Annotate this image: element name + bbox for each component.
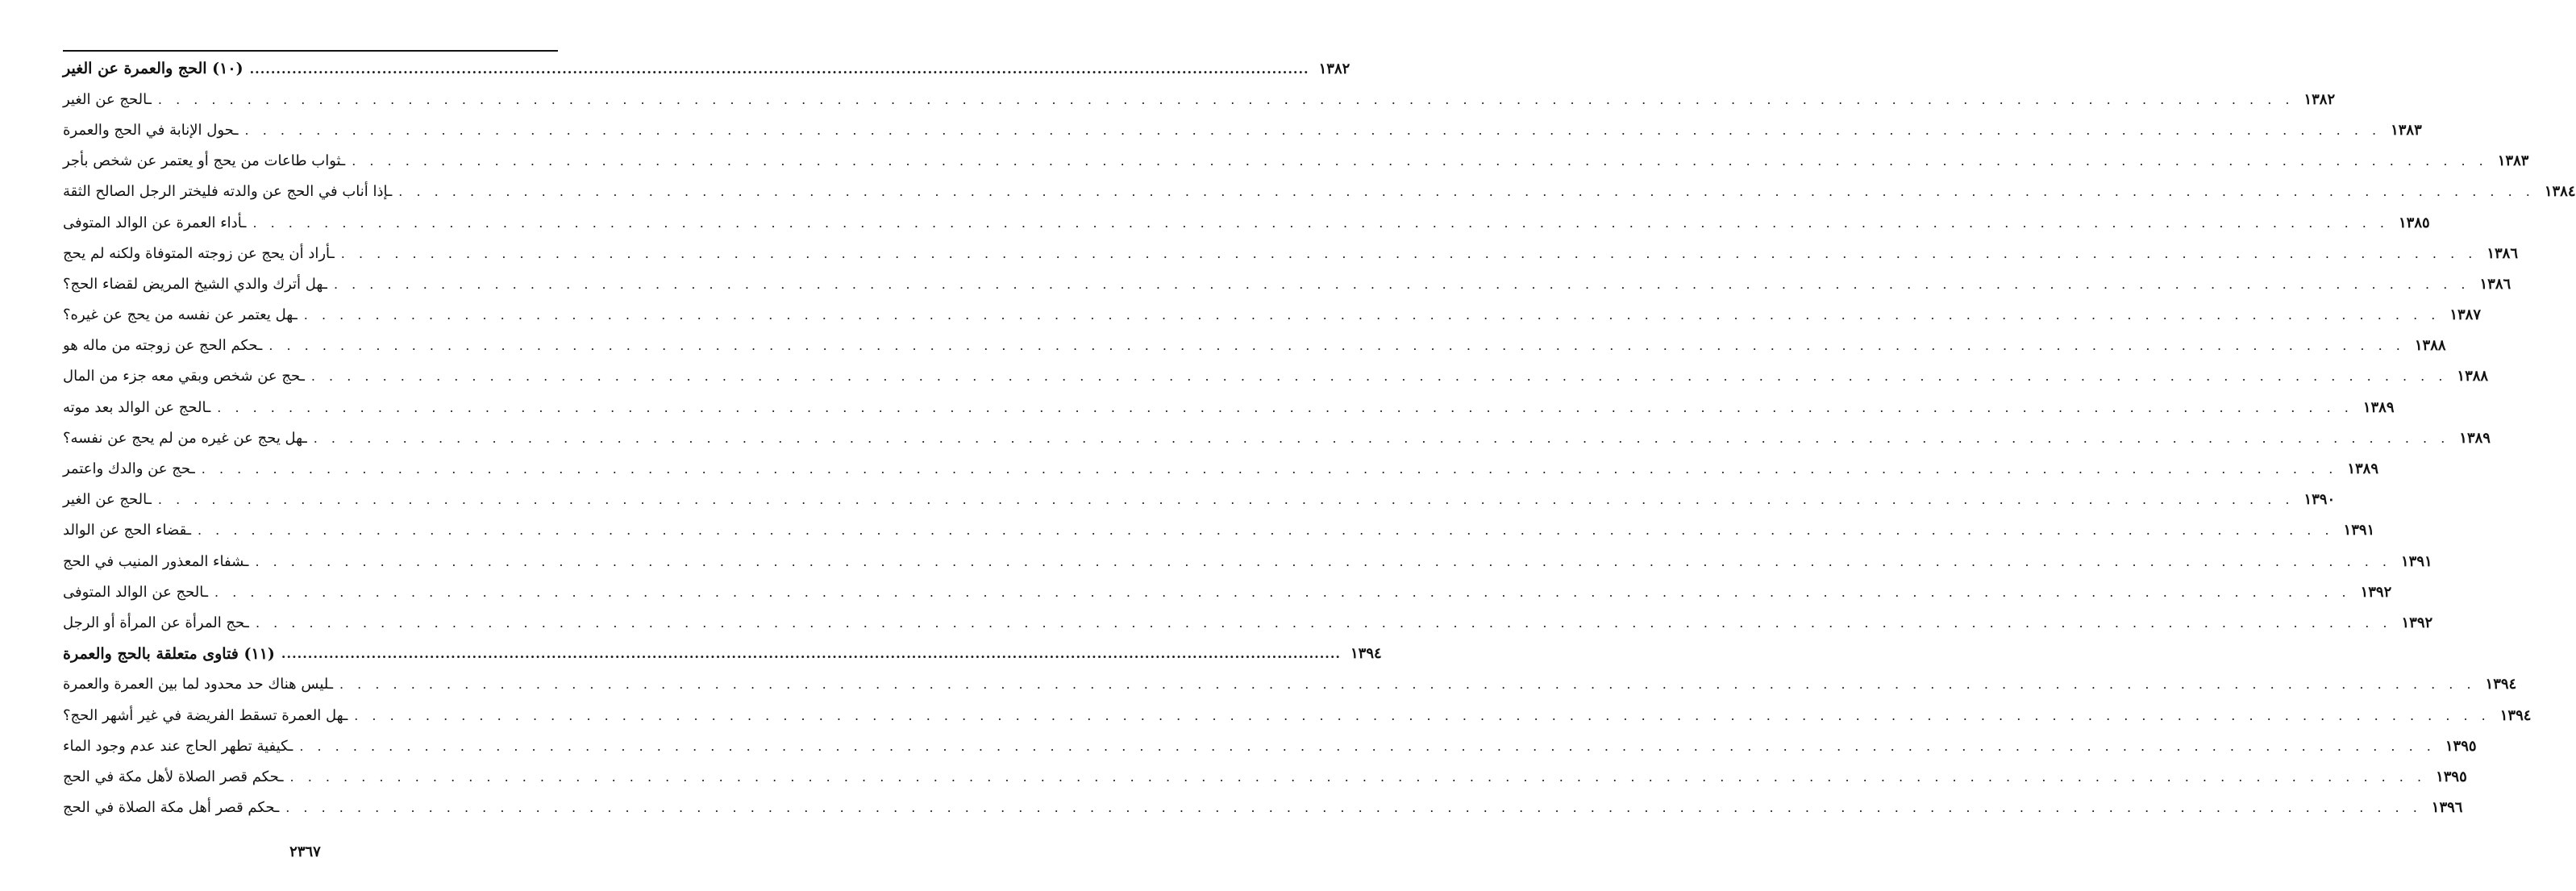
toc-entry: [63, 207, 2430, 238]
toc-entry-title: ـكيفية تطهر الحاج عند عدم وجود الماء: [63, 737, 293, 755]
toc-entry-title: ـالحج عن الوالد بعد موته: [63, 398, 211, 416]
toc-entry-page: ١٣٨٦: [2479, 275, 2511, 293]
toc-entry: [63, 269, 2511, 299]
toc-entry-page: ١٣٩٦: [2431, 799, 2463, 817]
toc-entry: [63, 607, 2433, 638]
dot-leader: . . . . . . . . . . . . . . . . . . . . . . . . . . . . . . . . . . . . . . . . . . . . . . . . . . . . . . . . . . . . . . . . . . . . . . . . . . . . . . . . . . . . . . . . . . . . . . . . . . . . . . . . . . . . . . . . . . . . . . . .: [310, 368, 2448, 385]
dot-leader: . . . . . . . . . . . . . . . . . . . . . . . . . . . . . . . . . . . . . . . . . . . . . . . . . . . . . . . . . . . . . . . . . . . . . . . . . . . . . . . . . . . . . . . . . . . . . . . . . . . . . . . . . . . . . . . . . . . . . . . .: [255, 614, 2392, 631]
toc-entry-page: ١٣٨٦: [2487, 244, 2519, 262]
toc-entry-page: ١٣٨٩: [2347, 460, 2379, 478]
dot-leader: . . . . . . . . . . . . . . . . . . . . . . . . . . . . . . . . . . . . . . . . . . . . . . . . . . . . . . . . . . . . . . . . . . . . . . . . . . . . . . . . . . . . . . . . . . . . . . . . . . . . . . . . . . . . . . . . . . . . . . . .: [255, 553, 2391, 569]
toc-entry-page: ١٣٨٩: [2362, 398, 2395, 416]
dot-leader: . . . . . . . . . . . . . . . . . . . . . . . . . . . . . . . . . . . . . . . . . . . . . . . . . . . . . . . . . . . . . . . . . . . . . . . . . . . . . . . . . . . . . . . . . . . . . . . . . . . . . . . . . . . . . . . . . . . . . . . .: [289, 768, 2427, 785]
dot-leader: . . . . . . . . . . . . . . . . . . . . . . . . . . . . . . . . . . . . . . . . . . . . . . . . . . . . . . . . . . . . . . . . . . . . . . . . . . . . . . . . . . . . . . . . . . . . . . . . . . . . . . . . . . . . . . . . . . . . . . . .: [354, 707, 2491, 723]
dot-leader: . . . . . . . . . . . . . . . . . . . . . . . . . . . . . . . . . . . . . . . . . . . . . . . . . . . . . . . . . . . . . . . . . . . . . . . . . . . . . . . . . . . . . . . . . . . . . . . . . . . . . . . . . . . . . . . . . . . . . . . .: [299, 738, 2436, 754]
toc-entry: [63, 423, 2491, 453]
top-rule: [63, 50, 558, 52]
dot-leader: . . . . . . . . . . . . . . . . . . . . . . . . . . . . . . . . . . . . . . . . . . . . . . . . . . . . . . . . . . . . . . . . . . . . . . . . . . . . . . . . . . . . . . . . . . . . . . . . . . . . . . . . . . . . . . . . . . . . . . . .: [339, 677, 2476, 693]
toc-entry: [63, 793, 2463, 823]
toc-entry-title: ـشفاء المعذور المنيب في الحج: [63, 552, 249, 570]
toc-entry-title: ـقضاء الحج عن الوالد: [63, 522, 191, 539]
toc-entry: [63, 361, 2489, 392]
toc-entry-page: ١٣٨٢: [1318, 60, 1350, 77]
toc-entry-page: ١٣٨٣: [2391, 121, 2422, 139]
dot-leader: . . . . . . . . . . . . . . . . . . . . . . . . . . . . . . . . . . . . . . . . . . . . . . . . . . . . . . . . . . . . . . . . . . . . . . . . . . . . . . . . . . . . . . . . . . . . . . . . . . . . . . . . . . . . . . . . . . . . . . . .: [157, 91, 2295, 107]
dot-leader: . . . . . . . . . . . . . . . . . . . . . . . . . . . . . . . . . . . . . . . . . . . . . . . . . . . . . . . . . . . . . . . . . . . . . . . . . . . . . . . . . . . . . . . . . . . . . . . . . . . . . . . . . . . . . . . . . . . . . . . .: [352, 153, 2488, 169]
toc-entry-page: ١٣٨٢: [2303, 90, 2336, 108]
toc-entry-page: ١٣٩٤: [1350, 645, 1382, 663]
toc-entry-title: ـأراد أن يحج عن زوجته المتوفاة ولكنه لم يحج: [63, 244, 335, 262]
toc-entry-title: ـحج المرأة عن المرأة أو الرجل: [63, 614, 249, 631]
toc-entry-title: ـحج عن والدك واعتمر: [63, 460, 195, 478]
toc-entry: [63, 731, 2477, 761]
toc-entry-title: ـأداء العمرة عن الوالد المتوفى: [63, 214, 247, 231]
toc-entry-page: ١٣٩٤: [2485, 676, 2517, 693]
toc-entry-page: ١٣٩٥: [2445, 737, 2477, 755]
toc-entry-page: ١٣٩٠: [2303, 491, 2336, 509]
dot-leader: . . . . . . . . . . . . . . . . . . . . . . . . . . . . . . . . . . . . . . . . . . . . . . . . . . . . . . . . . . . . . . . . . . . . . . . . . . . . . . . . . . . . . . . . . . . . . . . . . . . . . . . . . . . . . . . . . . . . . . . .: [340, 245, 2478, 261]
toc-entry: [63, 238, 2519, 269]
toc-entry-page: ١٣٨٣: [2497, 152, 2529, 170]
toc-entry-title: ـحج عن شخص وبقي معه جزء من المال: [63, 368, 305, 385]
dot-leader: ........................................................................................................................................................................................................: [281, 646, 1341, 662]
toc-entry: [63, 700, 2532, 731]
toc-entry-page: ١٣٩٢: [2401, 614, 2433, 631]
toc-entry-page: ١٣٨٧: [2449, 306, 2481, 324]
dot-leader: . . . . . . . . . . . . . . . . . . . . . . . . . . . . . . . . . . . . . . . . . . . . . . . . . . . . . . . . . . . . . . . . . . . . . . . . . . . . . . . . . . . . . . . . . . . . . . . . . . . . . . . . . . . . . . . . . . . . . . . .: [201, 461, 2338, 477]
dot-leader: . . . . . . . . . . . . . . . . . . . . . . . . . . . . . . . . . . . . . . . . . . . . . . . . . . . . . . . . . . . . . . . . . . . . . . . . . . . . . . . . . . . . . . . . . . . . . . . . . . . . . . . . . . . . . . . . . . . . . . . .: [268, 338, 2405, 354]
toc-entry-title: (١١) فتاوى متعلقة بالحج والعمرة: [63, 644, 275, 663]
toc-entry: [63, 485, 2336, 515]
toc-entry-page: ١٣٨٨: [2414, 337, 2446, 355]
toc-entry-title: ـثواب طاعات من يحج أو يعتمر عن شخص بأجر: [63, 152, 346, 170]
toc-entry-page: ١٣٨٥: [2399, 214, 2430, 231]
dot-leader: . . . . . . . . . . . . . . . . . . . . . . . . . . . . . . . . . . . . . . . . . . . . . . . . . . . . . . . . . . . . . . . . . . . . . . . . . . . . . . . . . . . . . . . . . . . . . . . . . . . . . . . . . . . . . . . . . . . . . . . .: [214, 584, 2351, 600]
dot-leader: ........................................................................................................................................................................................................: [249, 60, 1309, 77]
toc-entry-page: ١٣٩١: [2401, 552, 2432, 570]
toc-entry: [63, 177, 2576, 207]
toc-entry: [63, 761, 2467, 792]
toc-entry-page: ١٣٩٥: [2436, 768, 2467, 785]
table-of-contents: [63, 53, 2576, 823]
toc-entry-page: ١٣٨٤: [2544, 183, 2576, 201]
toc-entry-title: ـالحج عن الغير: [63, 90, 152, 108]
dot-leader: . . . . . . . . . . . . . . . . . . . . . . . . . . . . . . . . . . . . . . . . . . . . . . . . . . . . . . . . . . . . . . . . . . . . . . . . . . . . . . . . . . . . . . . . . . . . . . . . . . . . . . . . . . . . . . . . . . . . . . . .: [244, 122, 2382, 138]
toc-entry-title: ـحكم الحج عن زوجته من ماله هو: [63, 337, 263, 355]
toc-entry-page: ١٣٩١: [2343, 522, 2375, 539]
dot-leader: . . . . . . . . . . . . . . . . . . . . . . . . . . . . . . . . . . . . . . . . . . . . . . . . . . . . . . . . . . . . . . . . . . . . . . . . . . . . . . . . . . . . . . . . . . . . . . . . . . . . . . . . . . . . . . . . . . . . . . . .: [313, 430, 2450, 446]
toc-entry: [63, 331, 2446, 361]
toc-entry: [63, 577, 2392, 607]
toc-entry: [63, 300, 2481, 331]
toc-entry-title: ـهل العمرة تسقط الفريضة في غير أشهر الحج؟: [63, 706, 348, 724]
toc-entry-title: (١٠) الحج والعمرة عن الغير: [63, 60, 243, 78]
toc-entry-title: ـهل أترك والدي الشيخ المريض لقضاء الحج؟: [63, 275, 327, 293]
toc-entry: [63, 392, 2395, 423]
toc-entry-page: ١٣٩٢: [2360, 583, 2392, 601]
toc-entry: [63, 515, 2375, 546]
dot-leader: . . . . . . . . . . . . . . . . . . . . . . . . . . . . . . . . . . . . . . . . . . . . . . . . . . . . . . . . . . . . . . . . . . . . . . . . . . . . . . . . . . . . . . . . . . . . . . . . . . . . . . . . . . . . . . . . . . . . . . . .: [333, 276, 2470, 292]
page-number: ٢٣٦٧: [289, 843, 321, 860]
dot-leader: . . . . . . . . . . . . . . . . . . . . . . . . . . . . . . . . . . . . . . . . . . . . . . . . . . . . . . . . . . . . . . . . . . . . . . . . . . . . . . . . . . . . . . . . . . . . . . . . . . . . . . . . . . . . . . . . . . . . . . . .: [285, 800, 2422, 816]
toc-entry: [63, 546, 2432, 577]
toc-entry-title: ـالحج عن الغير: [63, 491, 152, 509]
toc-entry-title: ـحكم قصر أهل مكة الصلاة في الحج: [63, 799, 280, 817]
toc-entry-title: ـهل يحج عن غيره من لم يحج عن نفسه؟: [63, 429, 307, 447]
toc-section-heading: [63, 639, 1382, 669]
toc-entry-title: ـليس هناك حد محدود لما بين العمرة والعمرة: [63, 676, 333, 693]
toc-entry-page: ١٣٨٨: [2457, 368, 2489, 385]
toc-section-heading: [63, 53, 1350, 84]
toc-entry-page: ١٣٨٩: [2459, 429, 2491, 447]
dot-leader: . . . . . . . . . . . . . . . . . . . . . . . . . . . . . . . . . . . . . . . . . . . . . . . . . . . . . . . . . . . . . . . . . . . . . . . . . . . . . . . . . . . . . . . . . . . . . . . . . . . . . . . . . . . . . . . . . . . . . . . .: [252, 214, 2389, 231]
toc-entry-title: ـحكم قصر الصلاة لأهل مكة في الحج: [63, 768, 284, 785]
toc-entry: [63, 453, 2379, 484]
toc-entry: [63, 114, 2422, 145]
toc-entry-title: ـهل يعتمر عن نفسه من يحج عن غيره؟: [63, 306, 298, 324]
toc-entry: [63, 84, 2336, 114]
toc-entry-title: ـالحج عن الوالد المتوفى: [63, 583, 209, 601]
toc-entry-title: ـإذا أناب في الحج عن والدته فليختر الرجل الصالح الثقة: [63, 183, 393, 201]
dot-leader: . . . . . . . . . . . . . . . . . . . . . . . . . . . . . . . . . . . . . . . . . . . . . . . . . . . . . . . . . . . . . . . . . . . . . . . . . . . . . . . . . . . . . . . . . . . . . . . . . . . . . . . . . . . . . . . . . . . . . . . .: [157, 492, 2295, 508]
toc-entry: [63, 669, 2517, 700]
dot-leader: . . . . . . . . . . . . . . . . . . . . . . . . . . . . . . . . . . . . . . . . . . . . . . . . . . . . . . . . . . . . . . . . . . . . . . . . . . . . . . . . . . . . . . . . . . . . . . . . . . . . . . . . . . . . . . . . . . . . . . . .: [198, 523, 2334, 539]
dot-leader: . . . . . . . . . . . . . . . . . . . . . . . . . . . . . . . . . . . . . . . . . . . . . . . . . . . . . . . . . . . . . . . . . . . . . . . . . . . . . . . . . . . . . . . . . . . . . . . . . . . . . . . . . . . . . . . . . . . . . . . .: [217, 399, 2353, 415]
toc-entry: [63, 146, 2529, 177]
dot-leader: . . . . . . . . . . . . . . . . . . . . . . . . . . . . . . . . . . . . . . . . . . . . . . . . . . . . . . . . . . . . . . . . . . . . . . . . . . . . . . . . . . . . . . . . . . . . . . . . . . . . . . . . . . . . . . . . . . . . . . . .: [303, 307, 2441, 323]
toc-entry-page: ١٣٩٤: [2499, 706, 2532, 724]
dot-leader: . . . . . . . . . . . . . . . . . . . . . . . . . . . . . . . . . . . . . . . . . . . . . . . . . . . . . . . . . . . . . . . . . . . . . . . . . . . . . . . . . . . . . . . . . . . . . . . . . . . . . . . . . . . . . . . . . . . . . . . .: [398, 184, 2535, 200]
toc-entry-title: ـحول الإنابة في الحج والعمرة: [63, 121, 239, 139]
